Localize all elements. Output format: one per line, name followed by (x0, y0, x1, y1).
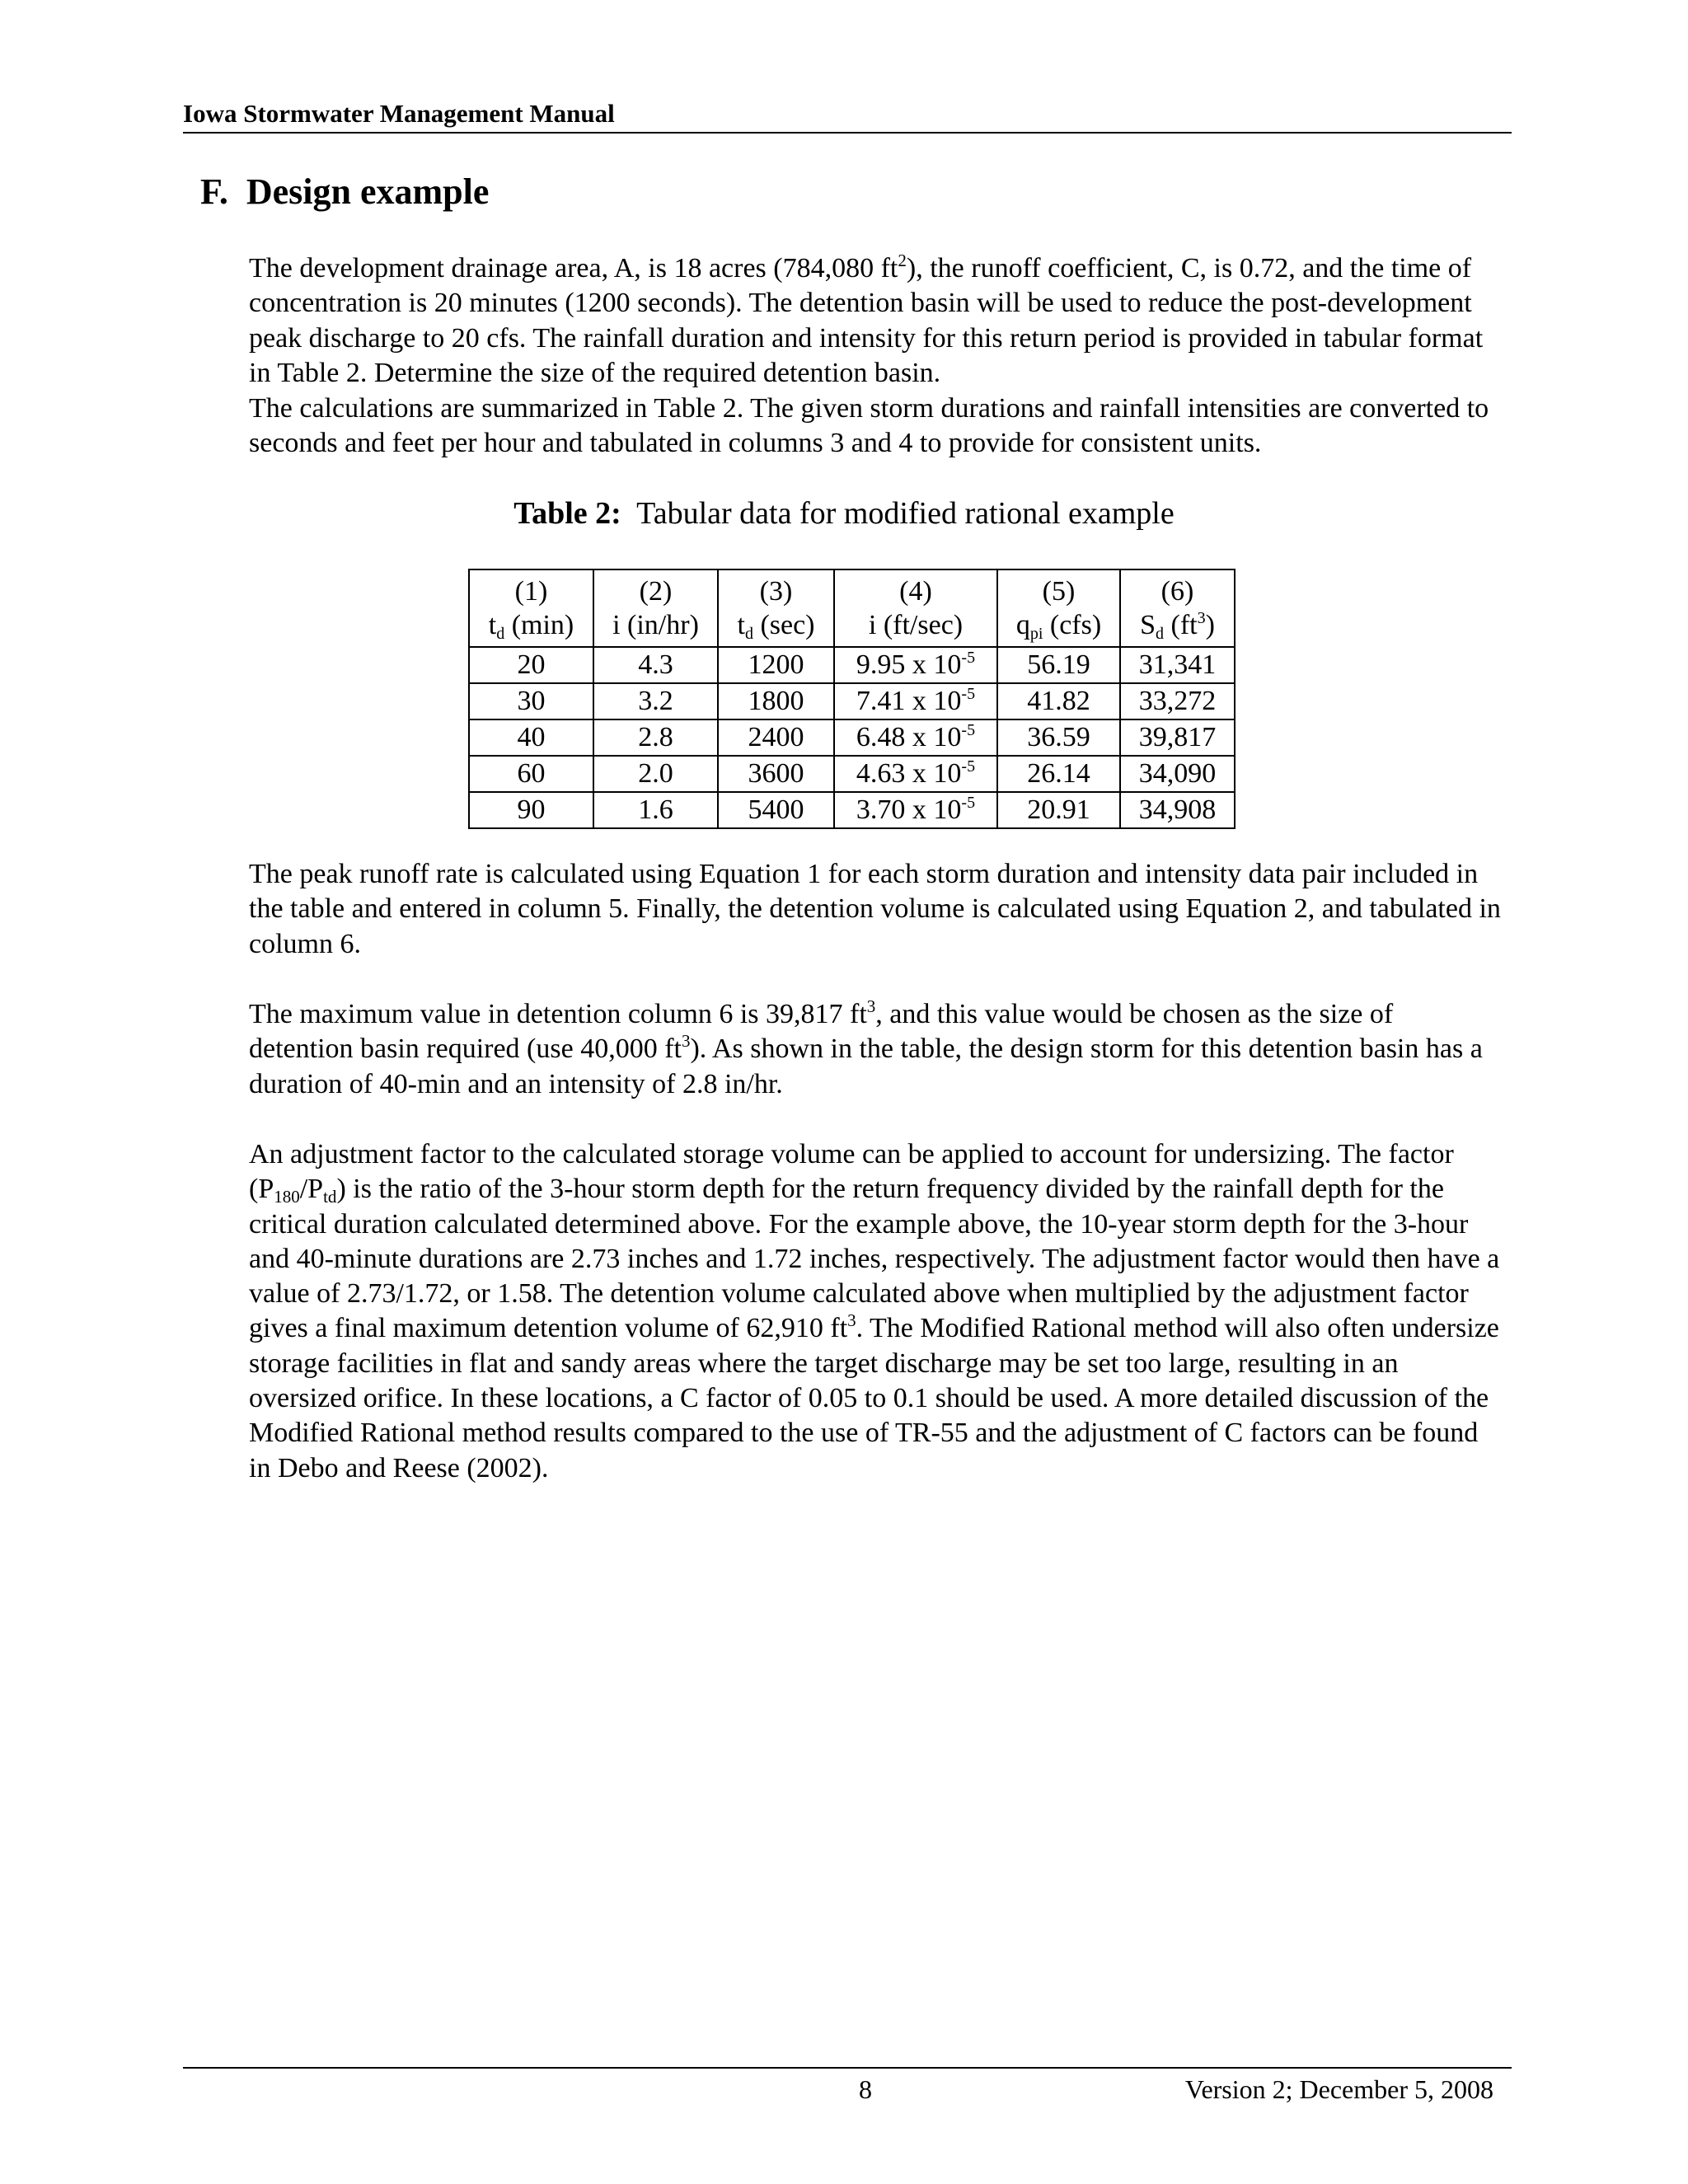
paragraph-adjustment-factor: An adjustment factor to the calculated storage volume can be applied to account for undersizing. The factor $(P_{180}/P_{td})$ is the ratio of the 3-hour storm depth for the return frequency divided by the rainfall depth for the critical duration calculated determined above. For the example above, the 10-year storm depth for the 3-hour and 40-minute durations are 2.73 inches and 1.72 inches, respectively. The adjustment factor would then have a value of 2.73/1.72, or 1.58. The detention volume calculated above when multiplied by the adjustment factor gives a final maximum detention volume of 62,910 $ft^3$. The Modified Rational method will also often undersize storage facilities in flat and sandy areas where the target discharge may be set too large, resulting in an oversized orifice. In these locations, a C factor of 0.05 to 0.1 should be used. A more detailed discussion of the Modified Rational method results compared to the use of TR-55 and the adjustment of C factors can be found in Debo and Reese (2002). (249, 1139, 1500, 1483)
header-qpi: (5) $q_{pi}$ (cfs) (997, 569, 1120, 647)
header-td-sec: (3) $t_d$ (sec) (718, 569, 834, 647)
table-row: 90 1.6 5400 3.70 x $10^{-5}$ 20.91 34,908 (469, 792, 1235, 828)
paragraph-peak-runoff: The peak runoff rate is calculated using Equation 1 for each storm duration and intensity data pair included in the table and entered in column 5. Finally, the detention volume is calculated using Equation 2, and tabulated in column 6. (249, 859, 1501, 959)
table-caption-text: Tabular data for modified rational example (636, 496, 1175, 531)
manual-title: Iowa Stormwater Management Manual (183, 99, 615, 128)
section-letter: F. (200, 171, 228, 212)
header-sd: (6) $S_d$ $(ft^3)$ (1120, 569, 1235, 647)
table-row: 60 2.0 3600 4.63 x $10^{-5}$ 26.14 34,090 (469, 756, 1235, 792)
paragraph-calculation-summary: The calculations are summarized in Table 2. The given storm durations and rainfall intensities are converted to seconds and feet per hour and tabulated in columns 3 and 4 to provide for consistent units. (249, 393, 1489, 459)
paragraph-problem-statement: The development drainage area, A, is 18 acres (784,080 $ft^2$), the runoff coefficient, C, is 0.72, and the time of concentration is 20 minutes (1200 seconds). The detention basin will be used to reduce the post-development peak discharge to 20 cfs. The rainfall duration and intensity for this return period is provided in tabular format in Table 2. Determine the size of the required detention basin. (249, 251, 1484, 388)
version-info: Version 2; December 5, 2008 (1184, 2074, 1493, 2104)
table-caption-label: Table 2: (513, 496, 621, 531)
table-header-row (469, 569, 1235, 647)
table-row: 40 2.8 2400 6.48 x $10^{-5}$ 36.59 39,817 (469, 719, 1235, 756)
table-caption (0, 494, 1688, 532)
table-row: 30 3.2 1800 7.41 x $10^{-5}$ 41.82 33,272 (469, 683, 1235, 719)
header-i-ftsec: (4) i (ft/sec) (834, 569, 997, 647)
section-title (200, 169, 489, 215)
table-row: 20 4.3 1200 9.95 x $10^{-5}$ 56.19 31,341 (469, 647, 1235, 683)
header-td-min: (1) $t_d$ (min) (469, 569, 593, 647)
page-number: 8 (859, 2074, 872, 2104)
section-title-text: Design example (246, 171, 490, 212)
paragraph-maximum-value: The maximum value in detention column 6 is 39,817 $ft^3$, and this value would be chosen as the size of detention basin required (use 40,000 $ft^3$). As shown in the table, the design storm for this detention basin has a duration of 40-min and an intensity of 2.8 in/hr. (249, 996, 1483, 1099)
footer-divider (183, 2067, 1512, 2069)
modified-rational-table (468, 569, 1236, 829)
running-header (183, 97, 1512, 134)
header-i-inhr: (2) i (in/hr) (593, 569, 718, 647)
